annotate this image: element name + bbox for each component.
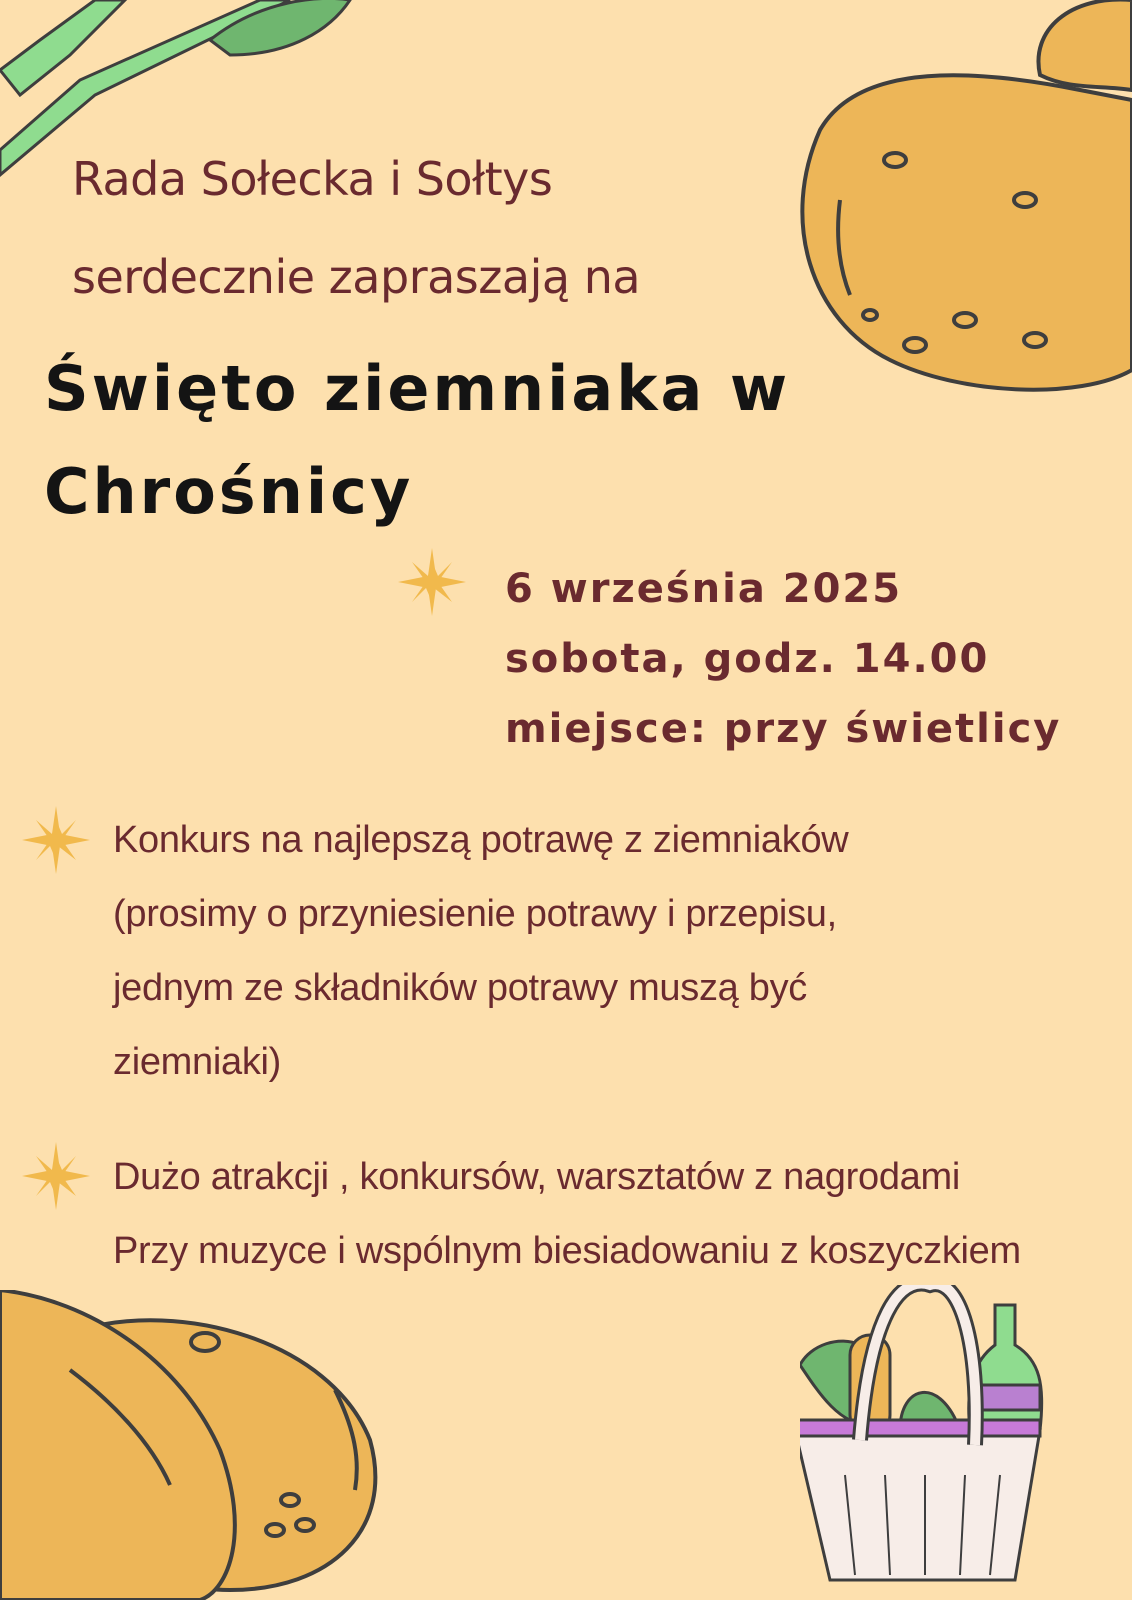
bullet-line: Konkurs na najlepszą potrawę z ziemniaków xyxy=(113,819,849,861)
event-time: sobota, godz. 14.00 xyxy=(505,636,990,682)
potato-illustration-bottom xyxy=(0,1290,400,1600)
event-title-line2: Chrośnicy xyxy=(44,455,414,528)
basket-illustration xyxy=(800,1285,1070,1585)
star-icon xyxy=(22,806,90,874)
bullet-line: ziemniaki) xyxy=(113,1041,282,1083)
bullet-line: (prosimy o przyniesienie potrawy i przepisu, xyxy=(113,893,837,935)
invitation-line: serdecznie zapraszają na xyxy=(72,250,641,304)
event-place: miejsce: przy świetlicy xyxy=(505,706,1062,752)
star-icon xyxy=(398,548,466,616)
attractions-bullet xyxy=(113,1140,1021,1288)
bullet-line: Dużo atrakcji , konkursów, warsztatów z nagrodami xyxy=(113,1156,960,1198)
event-date: 6 września 2025 xyxy=(505,566,903,612)
bullet-line: jednym ze składników potrawy muszą być xyxy=(113,967,807,1009)
event-title-line1: Święto ziemniaka w xyxy=(44,352,791,425)
potato-illustration-top xyxy=(780,0,1132,400)
contest-bullet xyxy=(113,803,848,1099)
bullet-line: Przy muzyce i wspólnym biesiadowaniu z koszyczkiem xyxy=(113,1230,1021,1272)
organizer-line: Rada Sołecka i Sołtys xyxy=(72,152,553,206)
star-icon xyxy=(22,1142,90,1210)
